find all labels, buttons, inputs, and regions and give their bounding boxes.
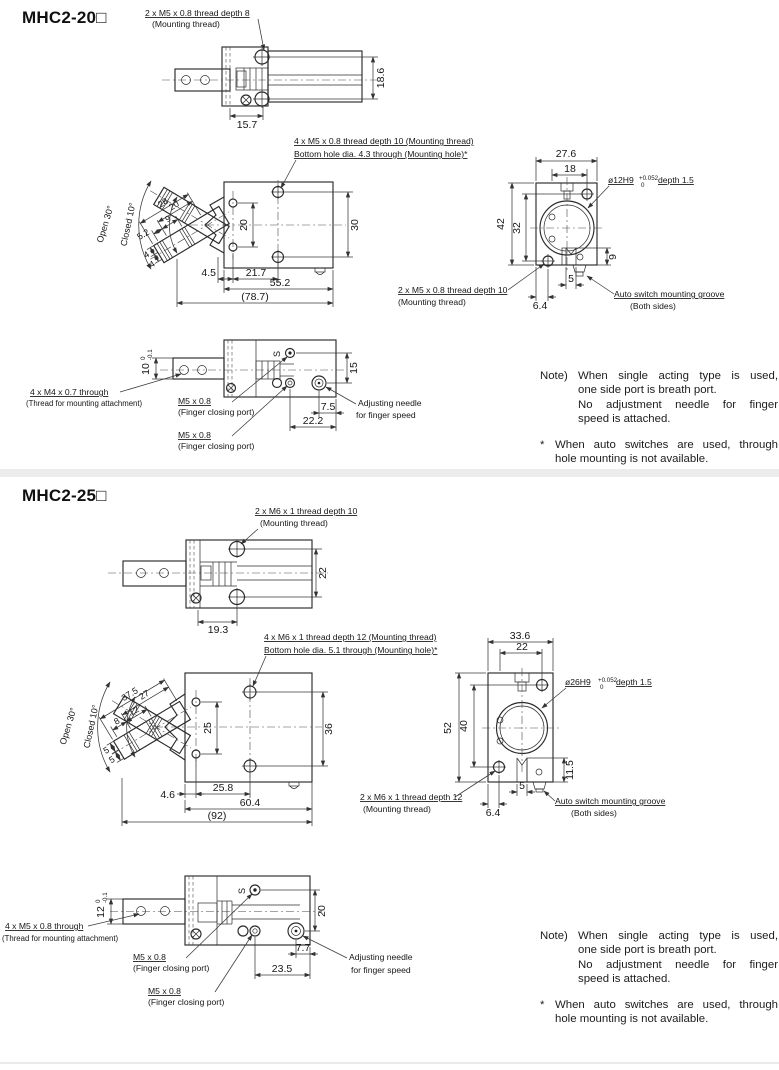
s1-groove-sub: (Both sides) [630, 301, 676, 311]
s2-port-s-label: S [237, 887, 247, 895]
s2-closed-angle: Closed 10° [81, 703, 101, 750]
s1-needle-callout2: for finger speed [356, 410, 416, 420]
s2-side-callouts [360, 677, 666, 818]
s1-side-dims [495, 148, 619, 312]
s1-note-main [540, 369, 778, 427]
s2-note-line2: one side port is breath port. [578, 944, 717, 957]
s2-groove-sub: (Both sides) [571, 808, 617, 818]
s2-note-star-text [555, 998, 778, 1027]
s1-front-callout1: 4 x M5 x 0.8 thread depth 10 (Mounting thread) [294, 136, 474, 146]
s2-dim-8: 8 [112, 715, 122, 727]
s2-top-callout-sub: (Mounting thread) [260, 518, 328, 528]
s1-bottom-geometry [160, 340, 346, 397]
s1-bore-depth: depth 1.5 [658, 175, 694, 185]
s2-dim-52: 52 [442, 722, 454, 734]
s2-dim-5a: 5 [101, 744, 111, 756]
section-divider [0, 469, 779, 477]
s1-top-dim-h: 18.6 [375, 67, 387, 89]
s1-dim-30: 30 [349, 219, 361, 231]
s2-note [540, 929, 778, 1027]
s1-top-view-drawing [140, 4, 390, 130]
s2-dim-36: 36 [323, 723, 335, 735]
s2-top-view-drawing [100, 503, 400, 636]
s1-side-callouts [398, 175, 725, 311]
s2-dim-12tol-dn: -0.1 [102, 892, 109, 903]
s2-dim-60-4: 60.4 [239, 797, 261, 809]
s1-dim-15: 15 [348, 362, 360, 374]
s2-side-thread-callout: 2 x M6 x 1 thread depth 12 [360, 792, 463, 802]
s1-needle-callout1: Adjusting needle [358, 398, 422, 408]
s1-open-angle: Open 30° [94, 204, 116, 244]
s2-front-callout2: Bottom hole dia. 5.1 through (Mounting hole)* [264, 645, 438, 655]
s1-top-callout-sub: (Mounting thread) [152, 19, 220, 29]
s1-note-label: Note) [540, 370, 568, 382]
s1-dim-28: 28 [156, 195, 170, 210]
s1-dim-42: 42 [495, 218, 507, 230]
s2-dim-37-5: 37.5 [119, 685, 140, 703]
s1-port-s-label: S [272, 350, 282, 358]
s2-dim-5b: 5 [107, 754, 117, 766]
s1-note-star-line1: When auto switches are used, through [555, 438, 778, 451]
s2-bore-tol-up: +0.052 [598, 677, 618, 684]
s1-dim-20a: 20 [167, 198, 181, 213]
s1-dim-5-2: 5.2 [135, 226, 152, 242]
page-bottom-rule [0, 1062, 779, 1064]
s1-port1-callout: M5 x 0.8 [178, 396, 211, 406]
s1-dim-4-5: 4.5 [201, 267, 216, 279]
s1-note-line3: No adjustment needle for finger [578, 398, 778, 411]
s1-dim-6-4: 6.4 [532, 300, 548, 312]
s2-note-main [540, 929, 778, 987]
s1-dim-10tol-dn: -0.1 [147, 349, 154, 360]
s1-dim-10tol: 10 [140, 363, 152, 375]
s1-dim-5slot: 5 [568, 273, 574, 285]
s2-bore-callout: ø26H9 [565, 677, 591, 687]
s1-dim-27-6: 27.6 [555, 148, 577, 160]
s1-note-star-row [540, 438, 778, 467]
s2-dim-25v: 25 [202, 722, 214, 734]
s1-side-thread-sub: (Mounting thread) [398, 297, 466, 307]
s2-note-star-line2: hole mounting is not available. [555, 1013, 709, 1026]
s1-groove-callout: Auto switch mounting groove [614, 289, 725, 299]
s2-dim-33-6: 33.6 [509, 630, 531, 642]
s2-dim-11-5: 11.5 [564, 760, 576, 780]
s1-dim-10tol-up: 0 [140, 356, 147, 360]
s1-dim-55-2: 55.2 [269, 277, 291, 289]
s1-front-lower-finger [145, 182, 234, 247]
s2-dim-7-7: 7.7 [295, 942, 311, 954]
s2-bore-depth: depth 1.5 [616, 677, 652, 687]
s1-dim-9br: 9 [607, 254, 619, 260]
s2-top-dim-w: 19.3 [207, 624, 229, 636]
s2-dim-25-8: 25.8 [212, 782, 234, 794]
s1-bore-tol-dn: 0 [641, 182, 645, 189]
section1-title: MHC2-20□ [22, 8, 107, 27]
s2-note-line4: speed is attached. [578, 973, 671, 986]
s2-note-label: Note) [540, 930, 568, 942]
s2-port1-callout: M5 x 0.8 [133, 952, 166, 962]
s1-port2-callout: M5 x 0.8 [178, 430, 211, 440]
s1-front-upper-finger [123, 172, 234, 270]
s2-note-line3: No adjustment needle for finger [578, 958, 778, 971]
s2-side-dims [442, 630, 576, 819]
s2-m5-callout: 4 x M5 x 0.8 through [5, 921, 84, 931]
s1-note-line2: one side port is breath port. [578, 384, 717, 397]
s2-m5-sub: (Thread for mounting attachment) [2, 934, 119, 943]
s1-bore-callout: ø12H9 [608, 175, 634, 185]
s1-front-body [190, 180, 346, 275]
s1-top-callout-text: 2 x M5 x 0.8 thread depth 8 [145, 8, 250, 18]
s1-dim-20v: 20 [238, 219, 250, 231]
s2-dim-6-4: 6.4 [485, 807, 501, 819]
s2-bottom-geometry [110, 876, 322, 945]
s2-note-star-row [540, 998, 778, 1027]
s1-port2-sub: (Finger closing port) [178, 441, 255, 451]
s1-m4-callout: 4 x M4 x 0.7 through [30, 387, 109, 397]
s2-dim-92: (92) [207, 810, 227, 822]
s2-bottom-view-drawing [0, 863, 470, 1021]
s1-note-line1: When single acting type is used, [578, 370, 778, 382]
s1-top-dim-w: 15.7 [236, 119, 258, 131]
s2-port2-sub: (Finger closing port) [148, 997, 225, 1007]
s2-dim-12tol-up: 0 [95, 899, 102, 903]
s1-side-thread-callout: 2 x M5 x 0.8 thread depth 10 [398, 285, 508, 295]
s2-dim-23-5: 23.5 [271, 963, 293, 975]
s1-dim-7-5: 7.5 [320, 401, 336, 413]
s1-note-star-text [555, 438, 778, 467]
s2-front-callout1: 4 x M6 x 1 thread depth 12 (Mounting thread) [264, 632, 437, 642]
s2-side-geometry [482, 668, 560, 792]
s2-dim-5slot: 5 [519, 780, 525, 792]
s2-top-dim-h: 22 [317, 567, 329, 579]
s2-front-dims [122, 692, 335, 826]
s1-dim-4b: 4 [147, 258, 157, 270]
s1-dim-22-2: 22.2 [302, 415, 324, 427]
s1-dim-18: 18 [564, 163, 576, 175]
s1-bottom-view-drawing [0, 333, 470, 465]
s1-note-line4: speed is attached. [578, 413, 671, 426]
s2-note-text [578, 929, 778, 987]
s2-dim-12tol: 12 [95, 906, 107, 918]
s1-bore-tol-up: +0.052 [639, 175, 659, 182]
s1-m4-sub: (Thread for mounting attachment) [26, 399, 143, 408]
s1-note [540, 369, 778, 467]
s2-note-asterisk: * [540, 998, 545, 1011]
s1-closed-angle: Closed 10° [118, 201, 138, 248]
s1-top-callout [145, 8, 264, 50]
s2-bore-tol-dn: 0 [600, 684, 604, 691]
section2-title: MHC2-25□ [22, 486, 107, 505]
s2-top-callout-text: 2 x M6 x 1 thread depth 10 [255, 506, 358, 516]
s2-port2-callout: M5 x 0.8 [148, 986, 181, 996]
s2-front-body [155, 673, 322, 789]
s2-note-star-line1: When auto switches are used, through [555, 998, 778, 1011]
s2-dim-12: 12 [127, 704, 141, 718]
s2-front-upper-finger [83, 666, 196, 766]
s1-dim-78-7: (78.7) [241, 291, 269, 303]
s2-side-view-drawing [355, 628, 779, 863]
s2-port1-sub: (Finger closing port) [133, 963, 210, 973]
s1-dim-32: 32 [511, 222, 523, 234]
s2-dim-22w: 22 [516, 641, 528, 653]
s2-needle-callout1: Adjusting needle [349, 952, 413, 962]
s2-needle-callout2: for finger speed [351, 965, 411, 975]
s1-port1-sub: (Finger closing port) [178, 407, 255, 417]
s1-note-star-line2: hole mounting is not available. [555, 453, 709, 466]
s2-top-geometry [108, 540, 328, 608]
s2-open-angle: Open 30° [57, 706, 79, 746]
s2-dim-27: 27 [137, 687, 151, 702]
s2-top-callout [241, 506, 357, 544]
s2-dim-4-6: 4.6 [160, 789, 175, 801]
s2-side-thread-sub: (Mounting thread) [363, 804, 431, 814]
s2-note-line1: When single acting type is used, [578, 930, 778, 942]
s2-groove-callout: Auto switch mounting groove [555, 796, 666, 806]
s1-dim-9: 9 [163, 213, 173, 225]
s1-note-text [578, 369, 778, 427]
s2-dim-40: 40 [458, 720, 470, 732]
s2-dim-20v: 20 [316, 905, 328, 917]
s1-side-view-drawing [390, 133, 779, 335]
s1-dim-21-7: 21.7 [245, 267, 267, 279]
s1-front-callout2: Bottom hole dia. 4.3 through (Mounting hole)* [294, 149, 468, 159]
s2-bottom-callouts [2, 894, 413, 1007]
s1-note-asterisk: * [540, 438, 545, 451]
s1-dim-4a: 4 [141, 249, 152, 261]
